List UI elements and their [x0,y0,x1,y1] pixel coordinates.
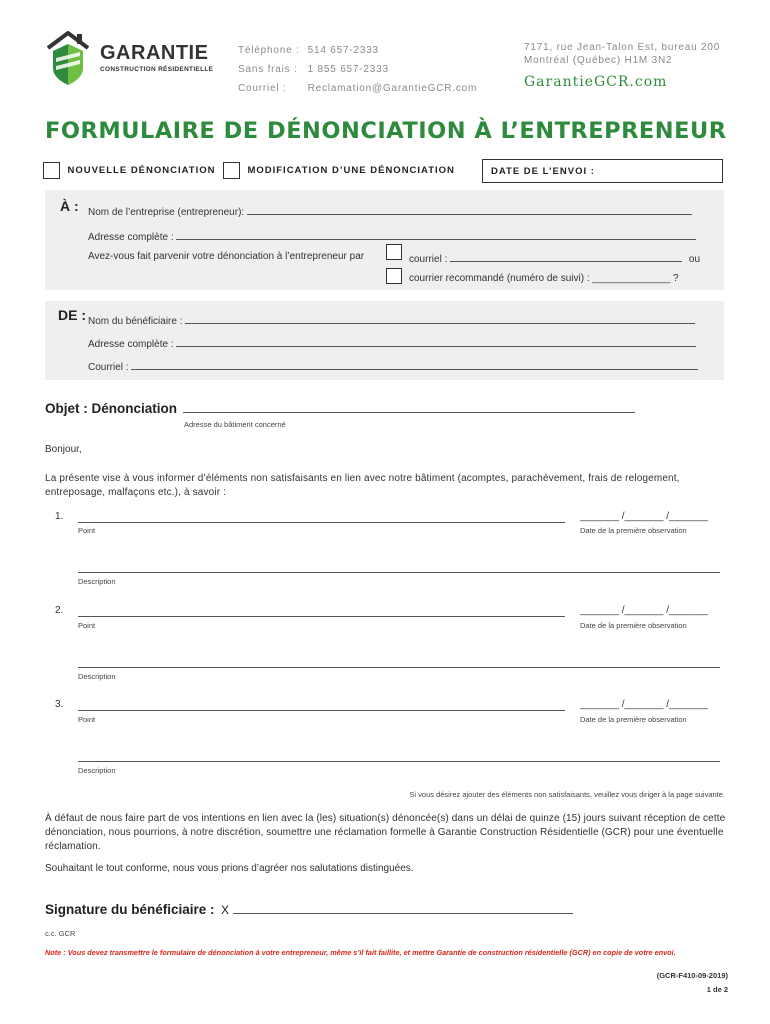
salutation: Souhaitant le tout conforme, nous vous prions d’agréer nos salutations distinguées. [45,863,414,874]
logo-main-text: GARANTIE [100,42,209,64]
signature-label: Signature du bénéficiaire : [45,902,215,917]
intro-paragraph: La présente vise à vous informer d’éléments non satisfaisants en lien avec notre bâtiment (acomptes, parachèvement, frais de relogement, entreposage, malfaçons etc.), à savoir : [45,473,680,498]
contact-phone: Téléphone : 514 657-2333 [238,45,379,56]
sent-question: Avez-vous fait parvenir votre dénonciation à l’entrepreneur par [88,251,365,262]
point-caption: Point [78,715,96,724]
from-heading: DE : [58,307,86,323]
company-name-line[interactable] [247,203,692,215]
logo-sub-text: CONSTRUCTION RÉSIDENTIELLE [100,66,214,73]
point-line[interactable] [78,699,565,711]
date-caption: Date de la première observation [580,526,687,535]
object-field[interactable] [45,400,635,418]
next-page-note: Si vous désirez ajouter des éléments non satisfaisants, veuillez vous diriger à la page suivante. [409,790,725,799]
red-note: Note : Vous devez transmettre le formulaire de dénonciation à votre entrepreneur, même s’il fait faillite, et mettre Garantie de construction résidentielle (GCR) en copie de votre envoi. [45,948,676,957]
cc-line: c.c. GCR [45,929,76,938]
description-caption: Description [78,672,116,681]
beneficiary-name-line[interactable] [185,312,695,324]
object-line[interactable] [183,401,635,413]
page-number: 1 de 2 [706,985,728,994]
send-date-field[interactable] [482,159,723,183]
new-label: NOUVELLE DÉNONCIATION [67,165,216,177]
page-title: FORMULAIRE DE DÉNONCIATION À L’ENTREPRENEUR [45,118,727,144]
point-line[interactable] [78,605,565,617]
description-caption: Description [78,766,116,775]
object-caption: Adresse du bâtiment concerné [184,420,286,429]
from-email-line[interactable] [131,358,698,370]
signature-line[interactable] [233,902,573,914]
item-number: 2. [55,605,64,616]
point-line[interactable] [78,511,565,523]
logo [44,30,214,86]
date-line[interactable]: _______ /_______ /_______ [580,699,708,710]
closing-paragraph: À défaut de nous faire part de vos intentions en lien avec la (les) situation(s) dénoncée(s) dans un délai de quinze (15) jours suivant réception de cette dénonciation, nous pourrions, à notre discrétion, soumettre une réclamation formelle à Garantie Construction Résidentielle (GCR) pour une éventuelle réclamation. [45,813,726,852]
website-link[interactable]: GarantieGCR.com [524,74,668,90]
registered-mail-label: courrier recommandé (numéro de suivi) : ______________ ? [409,273,679,284]
point-caption: Point [78,621,96,630]
from-address-field[interactable]: Adresse complète : [88,335,696,352]
from-email-field[interactable]: Courriel : [88,358,698,375]
contact-tollfree: Sans frais : 1 855 657-2333 [238,64,389,75]
item-number: 1. [55,511,64,522]
address-line1: 7171, rue Jean-Talon Est, bureau 200 [524,42,721,53]
description-line[interactable] [78,656,720,668]
description-caption: Description [78,577,116,586]
to-address-line[interactable] [176,228,696,240]
contact-email: Courriel : Reclamation@GarantieGCR.com [238,83,478,94]
contact-block [238,41,477,98]
from-address-line[interactable] [176,335,696,347]
company-name-field[interactable]: Nom de l’entreprise (entrepreneur): [88,203,692,220]
object-label: Objet : Dénonciation [45,401,178,416]
email-method-field[interactable]: courriel : ou [409,250,700,267]
greeting: Bonjour, [45,444,82,455]
to-address-field[interactable]: Adresse complète : [88,228,696,245]
to-heading: À : [60,198,79,214]
beneficiary-name-field[interactable]: Nom du bénéficiaire : [88,312,695,329]
date-caption: Date de la première observation [580,621,687,630]
option-new[interactable] [43,162,215,180]
address-block [524,41,720,89]
modify-label: MODIFICATION D’UNE DÉNONCIATION [247,165,455,177]
date-line[interactable]: _______ /_______ /_______ [580,511,708,522]
option-modify[interactable] [223,162,455,180]
registered-mail-checkbox[interactable] [386,268,402,289]
send-date-label: DATE DE L’ENVOI : [491,166,595,177]
date-line[interactable]: _______ /_______ /_______ [580,605,708,616]
address-line2: Montréal (Québec) H1M 3N2 [524,55,673,66]
description-line[interactable] [78,561,720,573]
form-code: (GCR-F410-09-2019) [656,971,728,980]
modify-checkbox[interactable] [223,162,240,179]
item-number: 3. [55,699,64,710]
email-method-line[interactable] [450,250,682,262]
point-caption: Point [78,526,96,535]
signature-x: X [221,903,230,917]
description-line[interactable] [78,750,720,762]
date-caption: Date de la première observation [580,715,687,724]
email-method-checkbox[interactable] [386,244,402,265]
house-shield-icon [44,30,92,86]
new-checkbox[interactable] [43,162,60,179]
signature-field[interactable] [45,901,573,919]
